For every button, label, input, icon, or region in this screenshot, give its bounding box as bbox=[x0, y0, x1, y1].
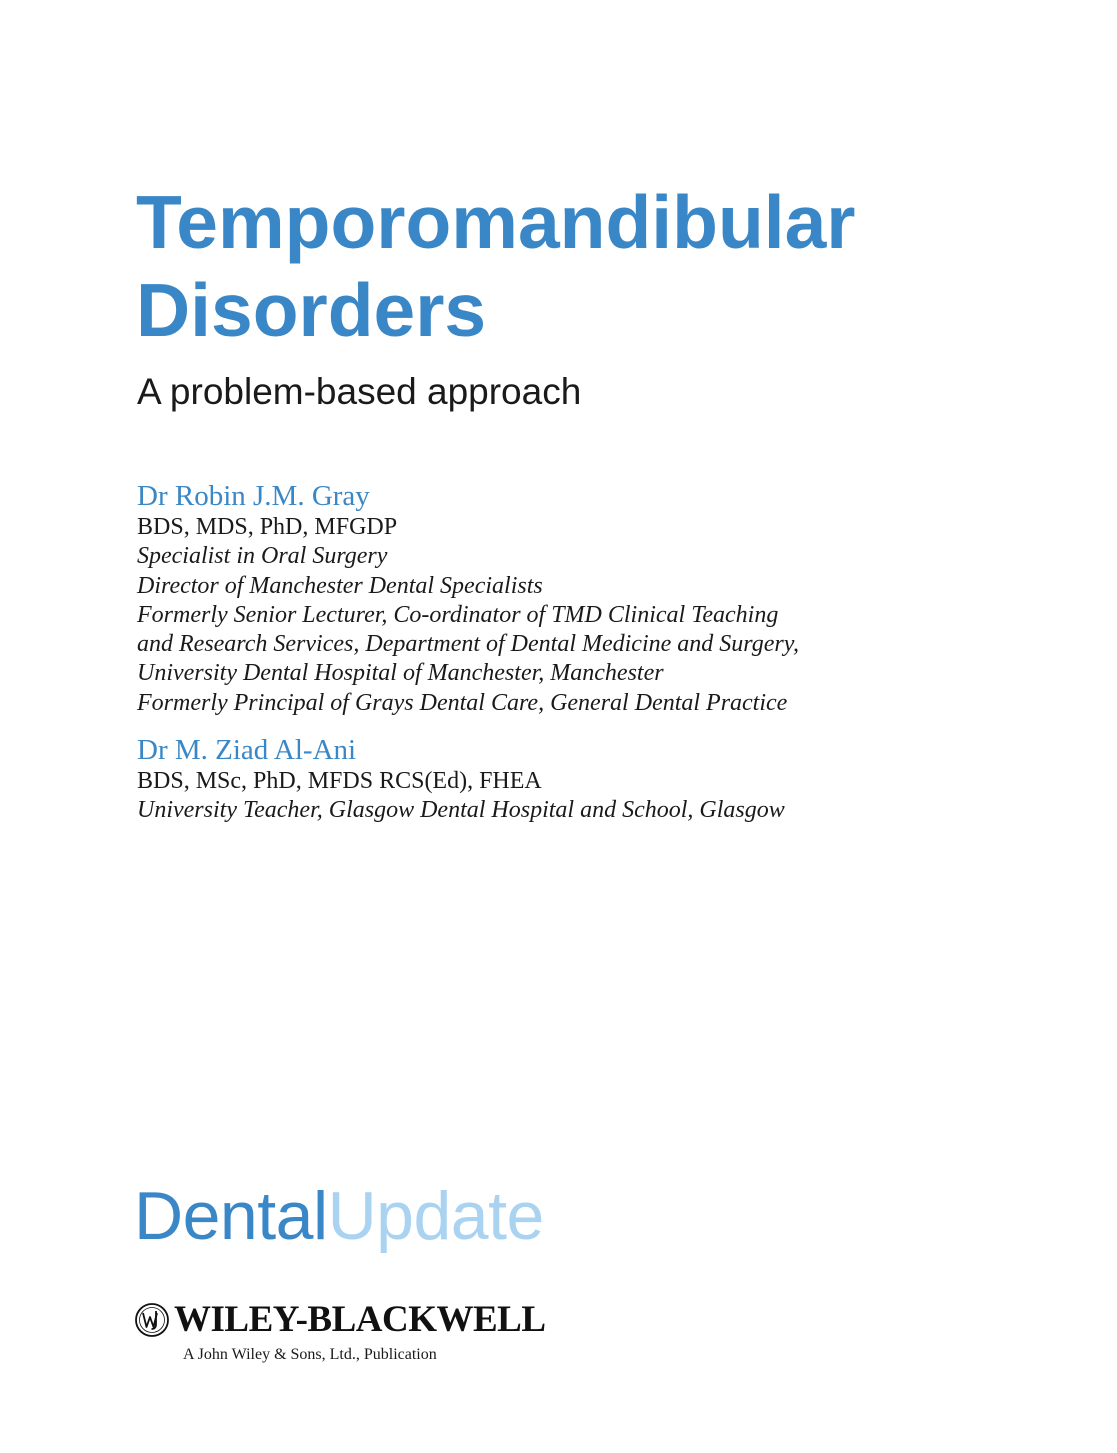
author-block-al-ani bbox=[137, 733, 785, 826]
author-role: Formerly Principal of Grays Dental Care, General Dental Practice bbox=[137, 689, 788, 716]
author-role: University Teacher, Glasgow Dental Hospital and School, Glasgow bbox=[137, 797, 785, 824]
author-role: Director of Manchester Dental Specialists bbox=[137, 572, 543, 599]
author-name: Dr Robin J.M. Gray bbox=[137, 480, 370, 512]
book-title-line-2: Disorders bbox=[136, 268, 487, 352]
author-block-gray bbox=[137, 479, 799, 718]
publisher-logo bbox=[134, 1300, 546, 1340]
series-logo-dental: Dental bbox=[134, 1178, 328, 1254]
dental-update-series-logo bbox=[134, 1175, 544, 1257]
publisher-tagline: A John Wiley & Sons, Ltd., Publication bbox=[183, 1346, 437, 1363]
author-name: Dr M. Ziad Al-Ani bbox=[137, 734, 357, 766]
book-title bbox=[136, 178, 856, 354]
publisher-name: WILEY-BLACKWELL bbox=[174, 1299, 546, 1340]
book-subtitle: A problem-based approach bbox=[137, 371, 582, 412]
author-role: Specialist in Oral Surgery bbox=[137, 543, 388, 570]
author-role: and Research Services, Department of Dental Medicine and Surgery, bbox=[137, 631, 800, 658]
author-degrees: BDS, MSc, PhD, MFDS RCS(Ed), FHEA bbox=[137, 768, 542, 794]
author-role: Formerly Senior Lecturer, Co-ordinator of TMD Clinical Teaching bbox=[137, 601, 779, 628]
series-logo-update: Update bbox=[327, 1178, 544, 1254]
author-role: University Dental Hospital of Manchester, Manchester bbox=[137, 660, 664, 687]
wiley-jw-seal-icon bbox=[134, 1302, 170, 1338]
book-title-line-1: Temporomandibular bbox=[136, 180, 856, 264]
author-degrees: BDS, MDS, PhD, MFGDP bbox=[137, 514, 398, 540]
